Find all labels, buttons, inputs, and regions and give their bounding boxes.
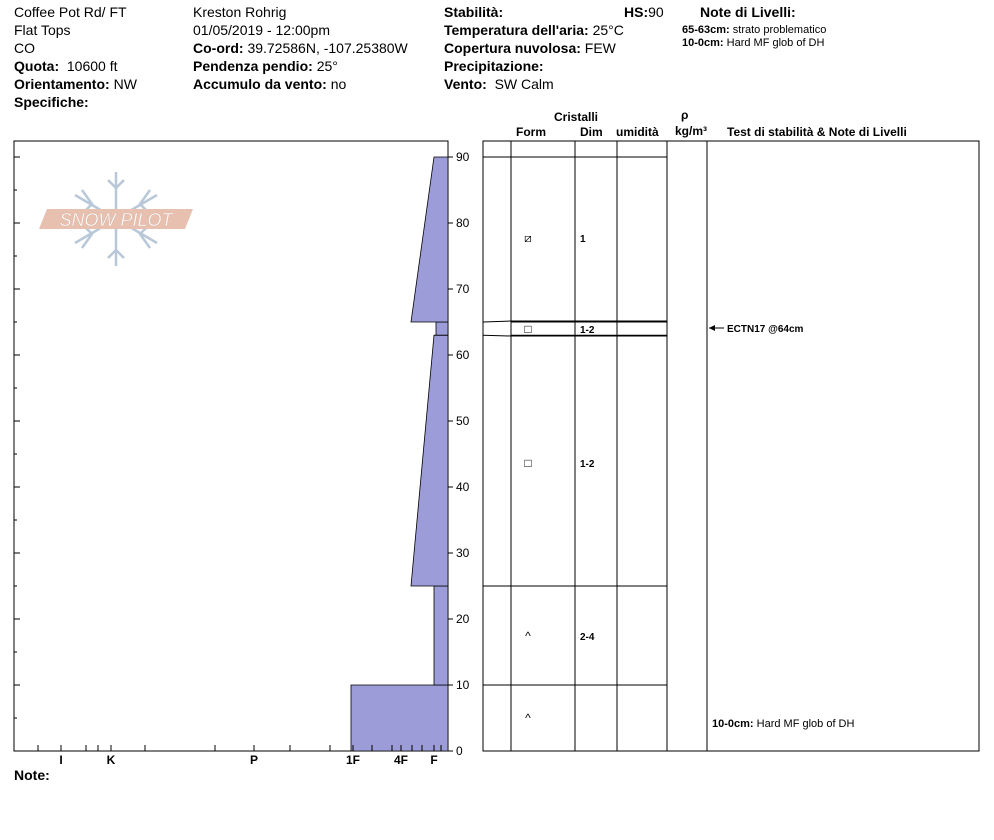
state-name: CO [14,40,35,56]
grain-form-symbol: ^ [525,629,531,643]
layer-note-2-range: 10-0cm: [682,37,724,49]
layer-table-frame [483,141,979,751]
moisture-header: umidità [616,125,659,139]
layer-note-1-text: strato problematico [732,24,827,36]
hardness-tick-label: P [249,753,259,767]
hardness-profile [351,157,448,751]
height-axis-labels [448,150,470,758]
coord-label: Co-ord: [193,40,244,56]
aspect-value: NW [113,76,137,92]
height-tick-label: 50 [456,414,470,428]
hardness-segment [434,586,448,685]
grain-size-label: 1-2 [580,325,595,336]
layer-table-lines [483,141,707,751]
density-unit: kg/m³ [675,124,708,138]
stability-notes-header: Test di stabilità & Note di Livelli [727,125,907,139]
height-tick-label: 70 [456,282,470,296]
size-header: Dim [580,125,603,139]
wind-loading-label: Accumulo da vento: [193,76,327,92]
logo-text: SNOW PILOT [59,210,173,230]
stability-test-label: ECTN17 @64cm [727,324,804,335]
hardness-tick-label: I [59,753,63,767]
grain-size-label: 1-2 [580,459,595,470]
layer-rows [524,231,595,725]
grain-form-symbol: ^ [525,711,531,725]
hs-value: 90 [648,4,664,20]
hardness-tick-label: 4F [393,753,409,767]
hardness-tick-label: F [430,753,438,767]
crystals-header: Cristalli [554,110,599,124]
hardness-segment [351,685,448,751]
layer-note-1-range: 65-63cm: [682,24,730,36]
hardness-chart-frame [14,141,448,751]
height-tick-label: 0 [456,744,463,758]
layer-note-on-chart: 10-0cm: Hard MF glob of DH [712,718,855,730]
grain-size-label: 2-4 [580,632,595,643]
wind-value: SW Calm [494,76,554,92]
height-tick-label: 40 [456,480,470,494]
grain-form-symbol: ⧄ [524,231,532,245]
layer-notes-heading: Note di Livelli: [700,4,796,20]
wind-loading-value: no [330,76,347,92]
height-tick-label: 80 [456,216,470,230]
height-tick-label: 10 [456,678,470,692]
height-tick-label: 60 [456,348,470,362]
cloud-value: FEW [584,40,616,56]
stability-tests [709,324,855,730]
slope-value: 25° [316,58,338,74]
hardness-tick-label: 1F [345,753,361,767]
stability-label: Stabilità: [444,4,504,20]
test-pointer-arrow [709,325,715,331]
location-name: Coffee Pot Rd/ FT [14,4,127,20]
hardness-segment [411,335,448,586]
cloud-label: Copertura nuvolosa: [444,40,581,56]
height-tick-label: 90 [456,150,470,164]
air-temp-value: 25°C [592,22,624,38]
hardness-segment [436,322,448,335]
wind-label: Vento: [444,76,487,92]
layer-note-2-text: Hard MF glob of DH [726,37,825,49]
snowpilot-logo [39,172,193,266]
slope-label: Pendenza pendio: [193,58,313,74]
depth-connector [483,321,511,322]
hs-label: HS: [624,4,649,20]
density-symbol: ρ [681,108,689,122]
hardness-segment [411,157,448,322]
precip-label: Precipitazione: [444,58,544,74]
depth-connector [483,335,511,336]
observation-datetime: 01/05/2019 - 12:00pm [193,22,330,38]
range-name: Flat Tops [14,22,71,38]
grain-form-symbol: □ [524,322,532,336]
note-label: Note: [14,767,50,783]
grain-size-label: 1 [580,234,586,245]
coord-value: 39.72586N, -107.25380W [247,40,408,56]
grain-form-symbol: □ [524,456,532,470]
form-header: Form [516,125,546,139]
air-temp-label: Temperatura dell'aria: [444,22,589,38]
height-tick-label: 20 [456,612,470,626]
left-axis-ticks [14,157,20,751]
elevation-value: 10600 ft [66,58,118,74]
height-tick-label: 30 [456,546,470,560]
elevation-label: Quota: [14,58,60,74]
note-row [14,766,50,784]
specifics-label: Specifiche: [14,94,89,110]
aspect-label: Orientamento: [14,76,110,92]
observer-name: Kreston Rohrig [193,4,287,20]
hardness-tick-label: K [106,753,116,767]
